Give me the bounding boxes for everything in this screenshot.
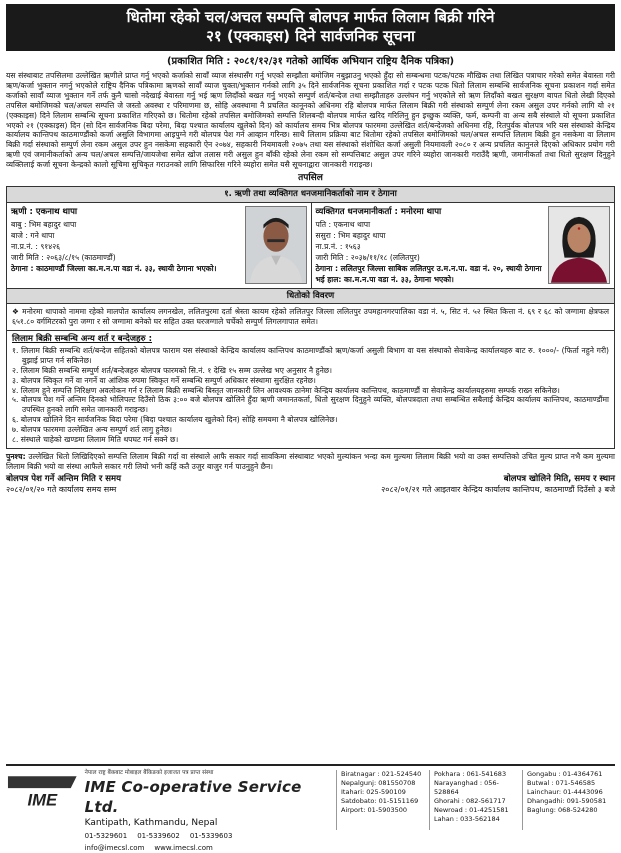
company-info <box>85 770 336 853</box>
term-item: ८. संस्थाले चाहेको खण्डमा लिलाम मिति थपघट गर्न सक्ने छ। <box>12 434 179 444</box>
deadline-row <box>6 474 615 495</box>
borrower-grandfather: बाजे : गने थापा <box>11 230 55 240</box>
company-tagline: नेपाल राष्ट्र बैंकबाट मोबाइल बैंकिङको इजाजत पत्र प्राप्त संस्था <box>84 770 214 776</box>
term-item: ३. बोलपत्र स्विकृत गर्ने वा नगर्ने वा आंशिक रुपमा स्विकृत गर्ने सम्बन्धि सम्पुर्ण अधिकार संस्थामा सुरक्षित रहनेछ। <box>12 375 316 385</box>
collateral-text: मनोरमा थापाको नाममा रहेको मालपोत कार्यालय लगनखेल, ललितपुरमा दर्ता श्रेस्ता कायम रहेको ललितपुर जिल्ला ललितपुर उपमहानगरपालिका वडा नं. ५, सिट नं. ५२ स्थित कित्ता नं. ६९ र ६८ को जग्गामा क्षेत्रफल ६५१.८० वर्गमिटरको पुरा जग्गा र सो जग्गामा बनेको घर सहित उक्त घरजग्गाले चर्चेको सम्पुर्ण लिगलगापात समेत। <box>12 307 609 327</box>
branch-item: Nepalgunj: 081550708 <box>341 778 416 787</box>
term-item: २. लिलाम बिक्री सम्बन्धि सम्पुर्ण शर्त/बन्देजहरु बोलपत्र फारमको सि.नं. १ देखि १५ सम्म उल्लेख भए अनुसार नै हुनेछ। <box>12 365 333 375</box>
guarantor-issued: जारी मिति : २०३७/११/१८ (ललितपुर) <box>315 252 420 262</box>
branch-item: Gongabu : 01-4364761 <box>527 770 603 778</box>
branch-column <box>429 770 522 830</box>
borrower-address: ठेगाना : काठमाण्डौं जिल्ला का.म.न.पा वडा नं. ३३, स्थायी ठेगाना भएको। <box>11 263 217 273</box>
people-table <box>6 203 615 288</box>
submission-label: बोलपत्र पेश गर्ने अन्तिम मिति र समय <box>6 474 122 485</box>
borrower-photo <box>245 206 307 284</box>
branch-item: Dhangadhi: 091-590581 <box>527 796 607 805</box>
company-website: www.imecsl.com <box>154 844 213 853</box>
company-location: Kantipath, Kathmandu, Nepal <box>84 817 218 828</box>
opening-schedule <box>311 474 616 495</box>
borrower-name: ऋणी : एकनाथ थापा <box>11 207 78 218</box>
branch-item: Narayanghad : 056-528864 <box>434 778 499 796</box>
borrower-section-title: १. ऋणी तथा व्यक्तिगत धनजमानिकर्ताको नाम र ठेगाना <box>6 186 615 203</box>
branch-column <box>522 770 615 830</box>
guarantor-photo <box>548 206 610 284</box>
company-name: IME Co-operative Service Ltd. <box>84 778 302 816</box>
branch-item: Lahan : 033-562184 <box>434 814 500 823</box>
term-item: ६. बोलपत्र खोलिने दिन सार्वजनिक बिदा परेमा (बिदा पश्चात कार्यालय खुलेको दिन) सोहि समयमा नै बोलपत्र खोलिनेछ। <box>12 415 338 425</box>
branch-item: Ghorahi : 082-561717 <box>434 796 506 805</box>
auction-terms <box>6 331 615 448</box>
collateral-details <box>6 304 615 331</box>
publication-info: (प्रकाशित मिति : २०८१/१२/३१ गतेको आर्थिक अभियान राष्ट्रिय दैनिक पत्रिका) <box>166 55 455 67</box>
guarantor-citizenship: ना.प्र.नं. : १५६३ <box>315 241 361 251</box>
footer <box>6 764 615 853</box>
terms-list <box>12 346 609 445</box>
terms-title: लिलाम बिक्री सम्बन्धि अन्य शर्त र बन्देजहरु : <box>12 334 152 345</box>
female-portrait-icon <box>549 207 609 283</box>
intro-paragraph: यस संस्थाबाट तपसिलमा उल्लेखित ऋणीले प्राप्त गर्नु भएको कर्जाको सावाँ व्याज संस्थासँग गर्नु भएको सम्झौता बमोजिम नबुझाउनु भएको हुँदा सो सम्बन्धमा पटक/पटक मौखिक तथा लिखित पत्राचार गरेको समेत बेवास्ता गरी ऋण/कर्जा भुक्तान नगर्नु भएकोले राष्ट्रिय दैनिक पत्रिकामा ऋणको सावाँ व्याज चुक्ता/भुक्तान गर्नको लागि ३५ दिने सार्वजनिक सूचना प्रकाशित गर्दा र पटक पटक धितो लिलाम सम्बन्धि सार्वजनिक सूचना प्रकाशन गर्दा समेत कर्जाको सावाँ व्याज भुक्तान गर्ने तर्फ कुनै चासो नदेखाई बेवास्ता गर्नु भई ऋण लिदाँको बखत गर्नु भएको सम्पुर्ण शर्त/बन्देज तथा सम्झौताहरु उल्लंघन गर्नु भएकोले सो ऋण लिदाँको बखत सुरक्षण बापत धितो लेखी दिएको तपसिल बमोजिमको चल/अचल सम्पत्ति जे जस्तो अवस्था र परिमाणमा छ, सोहि अवस्थामा नै प्रचलित कानूनको अधिनमा रहि बोलपत्र मार्फत लिलाम बिक्री गरी संस्थाको सम्पुर्ण लेना रकम असुल उपर गर्नको लागि यो २१ (एक्काइस) दिने लिलाम सम्बन्धि सूचना प्रकाशित गरिएको छ। धितोमा रहेको तपसिल बमोजिमको सम्पत्ति शिलबन्दी बोलपत्र मार्फत खरिद गरिलिनु हुन इच्छुक व्यक्ति, फर्म, कम्पनी वा अन्य सबै संस्थाले यो सूचना प्रकाशित भएको २१ (एक्काइस) दिन (सो दिन सार्वजनिक बिदा परेमा, बिदा पश्चात कार्यालय खुलेको दिन) को कार्यालय समय भित्र बोलपत्र फारममा उल्लेखित शर्त/बन्देजको अधिनमा रहि, रितपुर्वक बोलपत्र भरि यस संस्थाको केन्द्रिय कार्यालय कान्तिपथ काठमाण्डौंको कर्जा असुलि विभागमा आइपुग्ने गरी बोलपत्र पेश गर्न आव्हान गरिन्छ। साथै लिलाम प्रक्रिया बाट धितोमा रहेको तपसिल बमोजिमको चल/अचल सम्पत्ति लिलाम बिक्री हुन नसकेमा वा लिलाम बिक्री गर्दा संस्थाको सम्पुर्ण लेना रकम असुल उपर हुन नसकेमा सहकारी ऐन २०७४, सहकारी नियमावली २०७५ तथा यस संस्थाको संशोधित कर्जा असुली नियमावली २०८० र अन्य प्रचलित कानुनले दिएको अधिकार प्रयोग गरी ऋणी एवं जमानीकर्ताको अन्य चल/अचल सम्पत्ति/जायजेथा समेत खोज तलास गरी असुल हुन बाँकी रहेको लेना रकम सो सम्पत्तिबाट असुल उपर गरिने व्यहोरा जानकारी गराउँदै ऋणी, जमानीकर्ता तथा धितो सुरक्षण दिनुहुने व्यक्तिलाई कर्जा सूचना केन्द्रको कालो सूचिमा सुचिकृत गराउनको लागि सिफारिस गरिने व्यहोरा समेत यसै सूचनाद्वारा जानकारी गराइन्छ। <box>6 71 615 170</box>
phone-2: 01-5339602 <box>137 832 180 841</box>
branch-item: Satdobato: 01-5151169 <box>341 796 419 805</box>
opening-value: २०८२/०१/२१ गते आइतवार केन्द्रिय कार्यालय कान्तिपथ, काठमाण्डौं दिउँसो ३ बजे <box>381 485 615 495</box>
phone-1: 01-5329601 <box>84 832 128 841</box>
term-item: ५. बोलपत्र पेश गर्ने अन्तिम दिनको भोलिपल्ट दिउँसो ठिक ३:०० बजे बोलपत्र खोलिने हुँदा ऋणी जमानतकर्ता, धितो सुरक्षण दिनुहुने व्यक्ति, बोलपत्रदाता तथा सम्बन्धित सबैलाई केन्द्रिय कार्यालय कान्तिपथ, काठमाण्डौंमा उपस्थित हुनको लागि समेत जानकारी गराइन्छ। <box>12 395 609 415</box>
phone-3: 01-5339603 <box>189 832 233 841</box>
guarantor-name: व्यक्तिगत धनजमानीकर्ता : मनोरमा थापा <box>315 207 442 218</box>
tapsil-label: तपसिल <box>298 172 323 183</box>
collateral-title: धितोको विवरण <box>6 289 615 305</box>
branch-column <box>336 770 429 830</box>
branch-item: Baglung: 068-524280 <box>527 805 598 814</box>
notice-subtitle: २१ (एक्काइस) दिने सार्वजनिक सूचना <box>206 26 415 45</box>
guarantor-father-in-law: ससुरा : भिम बहादुर थापा <box>315 230 386 240</box>
guarantor-address: ठेगाना : ललितपुर जिल्ला साबिक ललितपुर उ.म.न.पा. वडा नं. २०, स्थायी ठेगाना भई हाल: का.म.न.पा वडा नं. ३३, ठेगाना भएको। <box>315 263 542 284</box>
ime-logo <box>6 770 79 814</box>
branch-list <box>336 770 615 830</box>
borrower-issued: जारी मिति : २०६३/८/१५ (काठमाण्डौं) <box>11 252 116 262</box>
notice-title: धितोमा रहेको चल/अचल सम्पत्ति बोलपत्र मार्फत लिलाम बिक्री गरिने <box>126 8 495 26</box>
postscript-label: पुनश्च: <box>6 451 26 461</box>
guarantor-husband: पति : एकनाथ थापा <box>315 219 371 229</box>
submission-value: २०८२/०१/२० गते कार्यालय समय सम्म <box>6 485 117 495</box>
branch-item: Itahari: 025-590109 <box>341 787 406 796</box>
borrower-father: बाबु : भिम बहादुर थापा <box>11 219 77 229</box>
submission-deadline <box>6 474 311 495</box>
diamond-bullet-icon: ❖ <box>12 307 20 317</box>
company-online <box>85 844 336 853</box>
company-email: info@imecsl.com <box>84 844 145 853</box>
branch-item: Newroad : 01-4251581 <box>434 805 509 814</box>
branch-item: Biratnagar : 021-524540 <box>341 770 422 778</box>
company-block <box>6 770 336 853</box>
company-contacts <box>85 832 336 841</box>
male-portrait-icon <box>246 207 306 283</box>
opening-label: बोलपत्र खोलिने मिति, समय र स्थान <box>503 474 615 485</box>
branch-item: Lainchaur: 01-4443096 <box>527 787 603 796</box>
postscript-text: उल्लेखित धितो लिखिदिएको सम्पत्ति लिलाम बिक्री गर्दा वा संस्थाले आफै सकार गर्दा सावकिमा संस्थाबाट भएको मुल्यांकन भन्दा कम मुल्यमा लिलाम बिक्री भयो वा उक्त सम्पत्तिको उचित मुल्य प्राप्त नभै कम मुल्यमा लिलाम बिक्री भयो वा संस्था आफैले सकार गरी लियो भनी कहिं कतै उजुर बाजुर गर्न पाउनुहुने छैन। <box>6 451 615 471</box>
term-item: ४. लिलाम हुने सम्पत्ति निरिक्षण अवलोकन गर्न र लिलाम बिक्री सम्बन्धि बिस्तृत जानकारी लिन आवश्यक ठानेमा केन्द्रिय कार्यालय कान्तिपथ, काठमाण्डौं वा सेवाकेन्द्र कार्यालयहरुमा सम्पर्क राख्न सकिनेछ। <box>12 385 560 395</box>
borrower-citizenship: ना.प्र.नं. : ९१४२६ <box>11 241 61 251</box>
branch-item: Airport: 01-5903500 <box>341 805 408 814</box>
branch-item: Butwal : 071-546585 <box>527 778 596 787</box>
title-banner <box>6 4 615 51</box>
logo-text: IME <box>27 790 58 810</box>
postscript <box>6 452 615 472</box>
term-item: ७. बोलपत्र फारममा उल्लेखित अन्य सम्पुर्ण शर्त लागु हुनेछ। <box>12 424 172 434</box>
guarantor-card <box>311 203 615 287</box>
ime-logo-icon <box>6 770 79 814</box>
branch-item: Pokhara : 061-541683 <box>434 770 507 778</box>
term-item: १. लिलाम बिक्री सम्बन्धि शर्त/बन्देज सहितको बोलपत्र फाराम यस संस्थाको केन्द्रिय कार्यालय कान्तिपथ काठमाण्डौंको ऋण/कर्जा असुली बिभाग वा यस संस्थाको सेवाकेन्द्र कार्यालयहरु बाट रु. १०००/- (फिर्ता नहुने गरी) बुझाई प्राप्त गर्न सकिनेछ। <box>12 346 609 365</box>
borrower-card <box>7 203 311 287</box>
